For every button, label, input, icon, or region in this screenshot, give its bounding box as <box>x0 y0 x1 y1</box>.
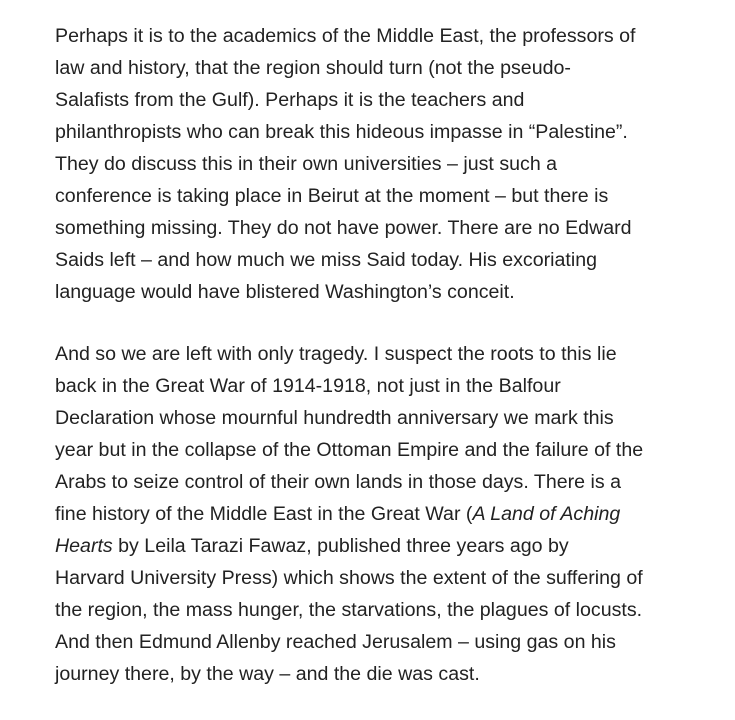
text-line: language would have blistered Washington’s conceit. <box>55 281 515 303</box>
text-line: And then Edmund Allenby reached Jerusalem – using gas on his <box>55 631 616 653</box>
paragraph-1 <box>55 20 695 308</box>
text-line: Salafists from the Gulf). Perhaps it is the teachers and <box>55 89 525 111</box>
book-title: A Land of Aching <box>472 503 621 525</box>
text-segment: by Leila Tarazi Fawaz, published three years ago by <box>112 535 569 557</box>
text-line: Saids left – and how much we miss Said today. His excoriating <box>55 249 597 271</box>
text-line: law and history, that the region should turn (not the pseudo- <box>55 57 571 79</box>
text-line: Arabs to seize control of their own lands in those days. There is a <box>55 471 621 493</box>
text-line-with-book-title <box>55 530 695 562</box>
text-line: philanthropists who can break this hideous impasse in “Palestine”. <box>55 121 628 143</box>
text-line: Perhaps it is to the academics of the Middle East, the professors of <box>55 25 636 47</box>
text-line: Harvard University Press) which shows the extent of the suffering of <box>55 567 643 589</box>
text-line: journey there, by the way – and the die was cast. <box>55 663 480 685</box>
text-line: year but in the collapse of the Ottoman Empire and the failure of the <box>55 439 644 461</box>
text-line: Declaration whose mournful hundredth anniversary we mark this <box>55 407 614 429</box>
text-line: And so we are left with only tragedy. I suspect the roots to this lie <box>55 343 617 365</box>
text-line: They do discuss this in their own universities – just such a <box>55 153 558 175</box>
text-line-with-book-title <box>55 498 695 530</box>
paragraph-2 <box>55 338 695 690</box>
text-line: something missing. They do not have power. There are no Edward <box>55 217 632 239</box>
book-title: Hearts <box>55 535 113 557</box>
text-line: the region, the mass hunger, the starvations, the plagues of locusts. <box>55 599 643 621</box>
article-body <box>55 20 695 720</box>
text-segment: fine history of the Middle East in the Great War ( <box>55 503 473 525</box>
text-line: conference is taking place in Beirut at the moment – but there is <box>55 185 609 207</box>
text-line: back in the Great War of 1914-1918, not just in the Balfour <box>55 375 561 397</box>
